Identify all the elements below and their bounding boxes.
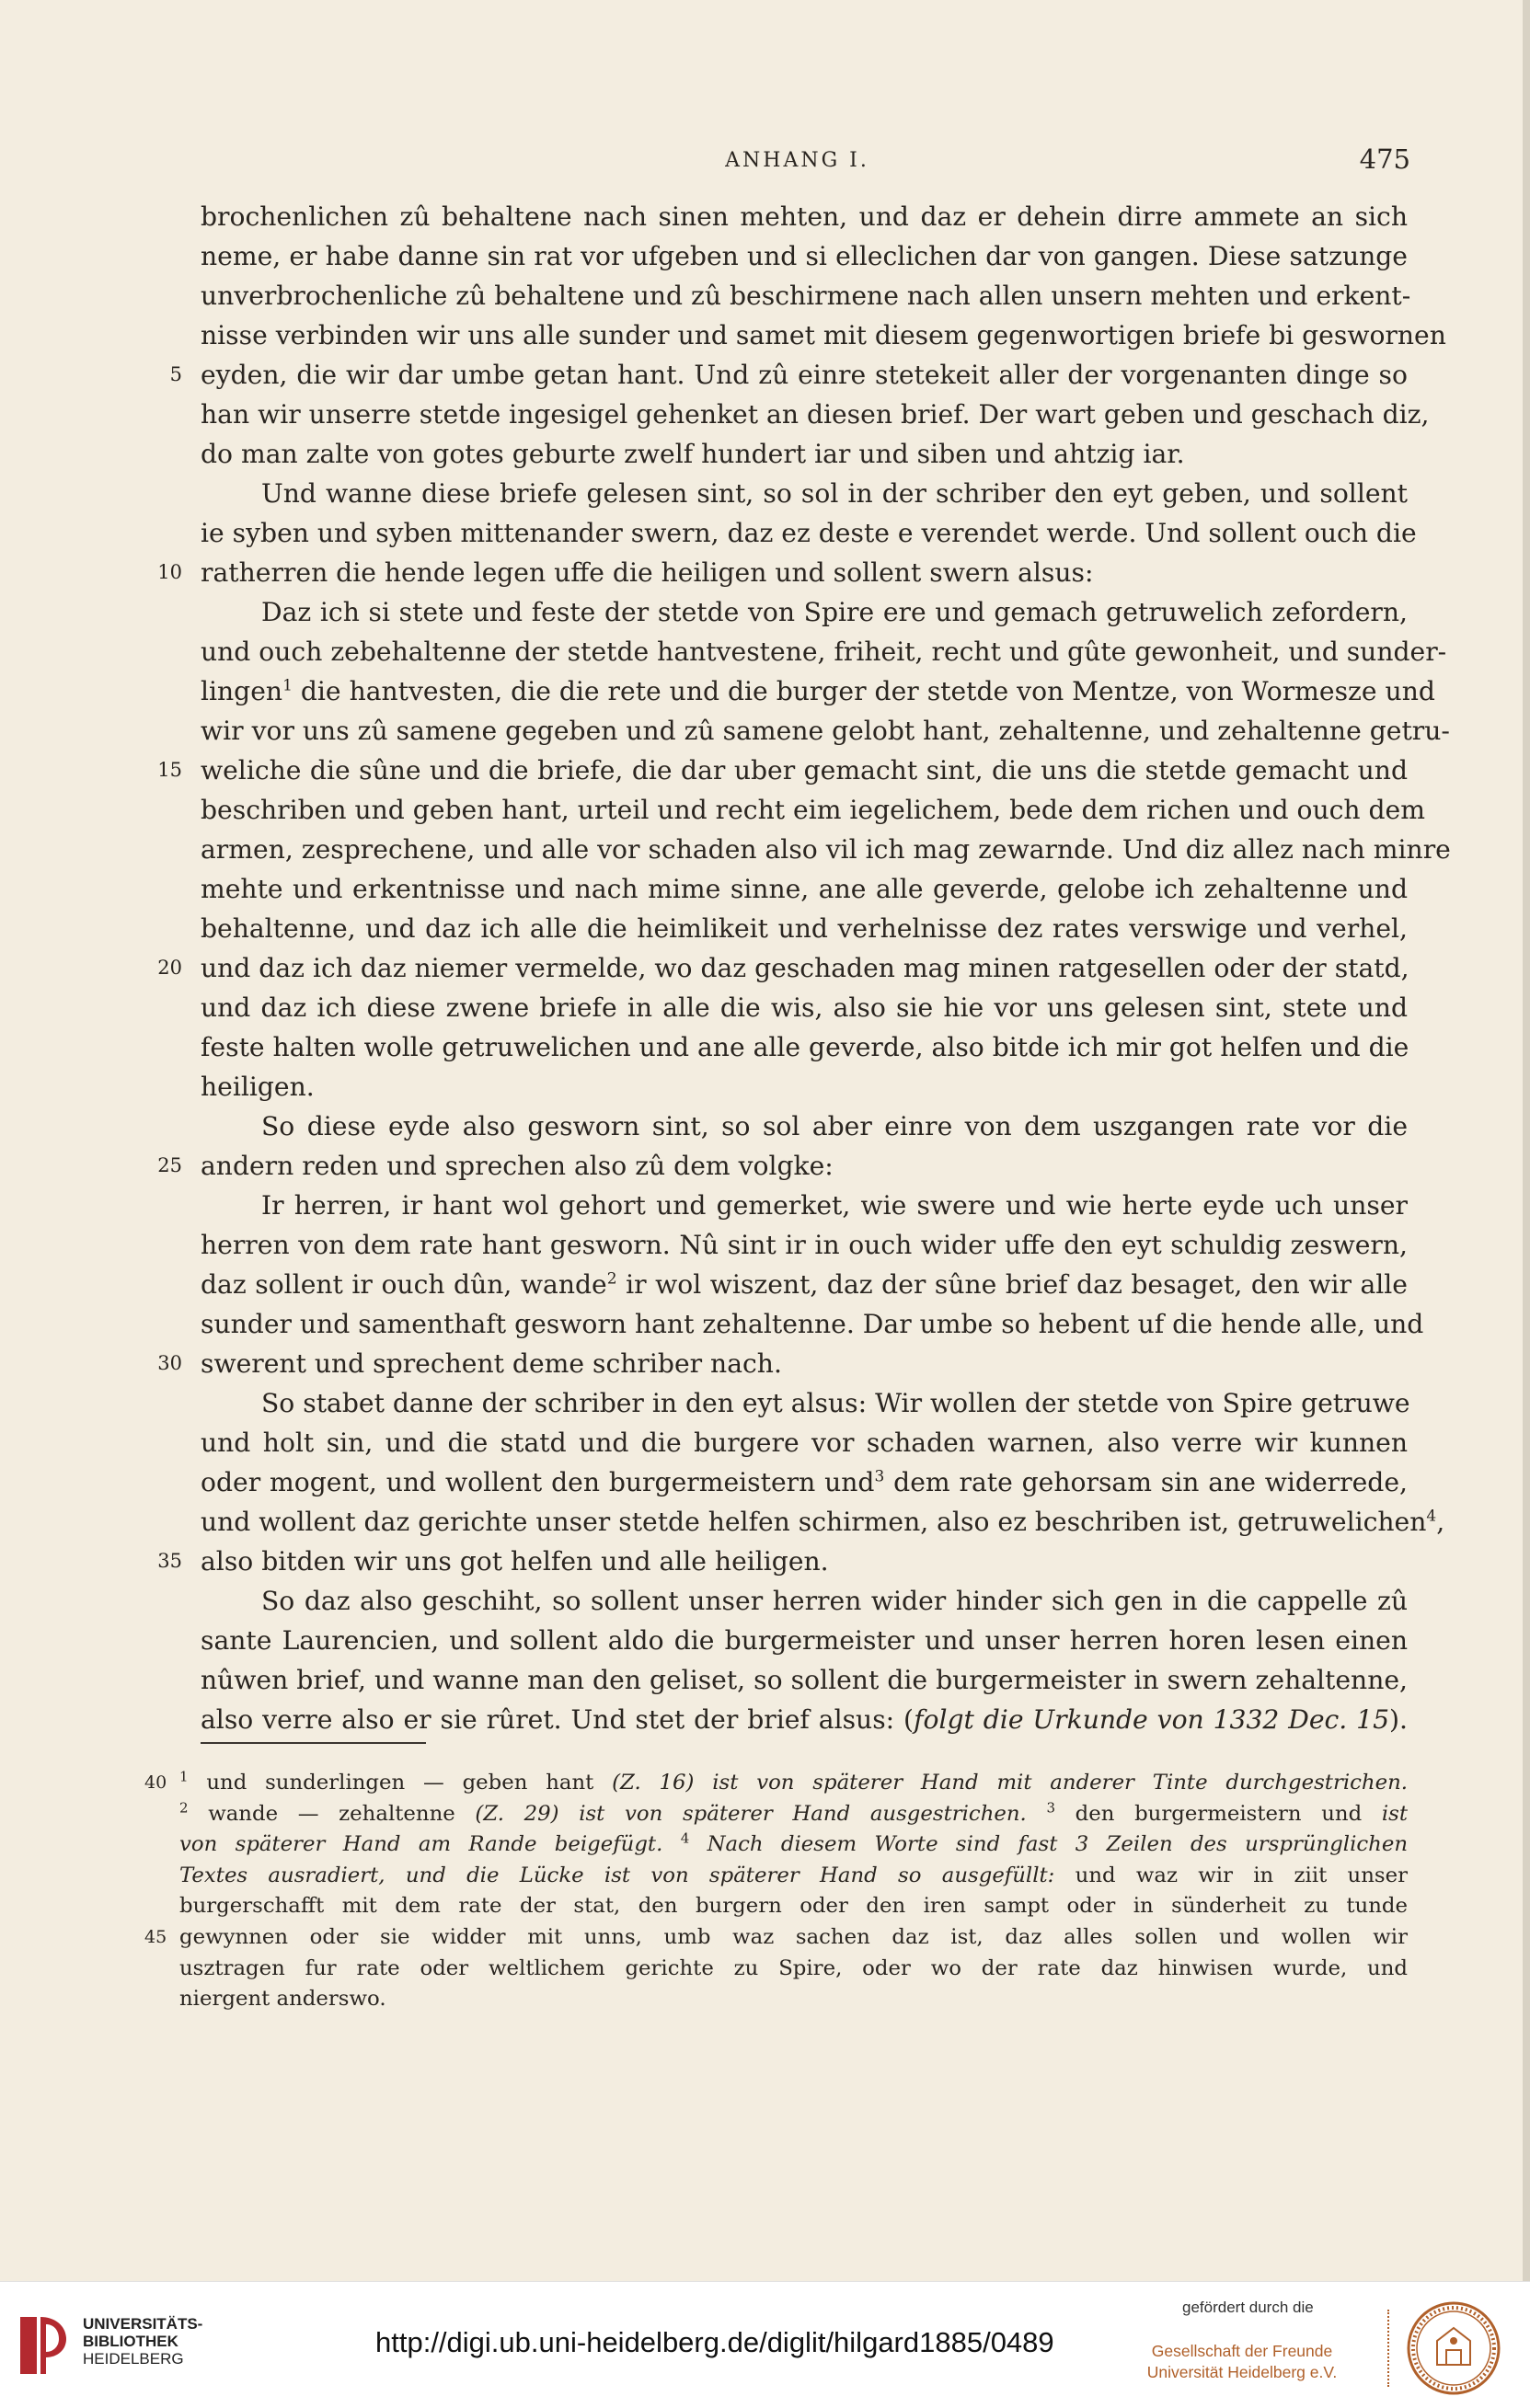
line-number: 20 <box>157 957 182 979</box>
text-line-content: herren von dem rate hant gesworn. Nû sint ir in ouch wider uffe den eyt schuldig zeswern, <box>201 1230 1408 1260</box>
text-line <box>157 751 1408 790</box>
text-line <box>201 1304 1424 1344</box>
footnotes <box>144 1768 1409 2015</box>
italic-text: (Z. 29) ist von späterer Hand ausgestrichen. <box>475 1801 1027 1826</box>
text-line-content: und ouch zebehaltenne der stetde hantvestene, friheit, recht und gûte gewonheit, und sunder- <box>201 636 1447 667</box>
sponsor-block <box>1132 2299 1352 2383</box>
text-line <box>201 434 1408 474</box>
italic-text: folgt die Urkunde von 1332 Dec. 15 <box>914 1704 1390 1735</box>
text-line <box>157 553 1408 592</box>
footnote-line-content: niergent anderswo. <box>179 1987 386 2012</box>
text-line <box>201 869 1408 909</box>
running-head: ANHANG I. <box>725 149 869 172</box>
text-line-content: ratherren die hende legen uffe die heiligen und sollent swern alsus: <box>201 557 1094 588</box>
text-line <box>201 1383 1408 1423</box>
text-line-content: und wollent daz gerichte unser stetde helfen schirmen, also ez beschriben ist, getruwelichen$^4$, <box>201 1507 1445 1537</box>
text-line-content: Und wanne diese briefe gelesen sint, so sol in der schriber den eyt geben, und sollent <box>261 478 1408 509</box>
text-line <box>201 1660 1408 1700</box>
text-line-content: han wir unserre stetde ingesigel gehenket an diesen brief. Der wart geben und geschach diz, <box>201 399 1430 430</box>
footnote-line-content: $^1$ und sunderlingen — geben hant (Z. 16) ist von späterer Hand mit anderer Tinte durchgestrichen. <box>179 1768 1409 1795</box>
text-line-content: daz sollent ir ouch dûn, wande$^2$ ir wol wiszent, daz der sûne brief daz besaget, den wir alle <box>201 1269 1408 1300</box>
line-number: 35 <box>157 1550 182 1572</box>
text-line-content: mehte und erkentnisse und nach mime sinne, ane alle geverde, gelobe ich zehaltenne und <box>201 874 1408 904</box>
text-line <box>201 1265 1408 1304</box>
footnote-number: 4 <box>680 1829 690 1847</box>
text-line <box>201 474 1408 513</box>
text-line-content: nûwen brief, und wanne man den geliset, so sollent die burgermeister in swern zehaltenne, <box>201 1665 1408 1695</box>
text-line-content: feste halten wolle getruwelichen und ane alle geverde, also bitde ich mir got helfen und die <box>201 1032 1409 1062</box>
text-line <box>201 909 1408 948</box>
text-line <box>169 355 1408 395</box>
text-line-content: brochenlichen zû behaltene nach sinen mehten, und daz er dehein dirre ammete an sich <box>201 201 1408 232</box>
text-line <box>201 395 1430 434</box>
footnote-line-content: burgerschafft mit dem rate der stat, den burgern oder den iren sampt oder in sünderheit zu tunde <box>179 1894 1408 1919</box>
italic-text: von späterer Hand am Rande beigefügt. <box>179 1832 663 1857</box>
library-name-line: UNIVERSITÄTS- <box>83 2315 203 2333</box>
university-library-logo-icon <box>15 2311 72 2379</box>
text-line-content: eyden, die wir dar umbe getan hant. Und zû einre stetekeit aller der vorgenanten dinge so <box>201 360 1408 390</box>
text-line <box>157 948 1409 988</box>
text-line <box>201 1581 1408 1621</box>
text-line <box>157 1344 1408 1383</box>
text-line-content: nisse verbinden wir uns alle sunder und samet mit diesem gegenwortigen briefe bi geswornen <box>201 320 1446 350</box>
text-line <box>201 315 1446 355</box>
footnote-line-content <box>179 1829 1408 1861</box>
text-line <box>201 1423 1408 1462</box>
text-line-content: swerent und sprechent deme schriber nach. <box>201 1348 782 1379</box>
line-number: 40 <box>144 1772 167 1793</box>
line-number: 5 <box>169 363 182 385</box>
footnote-marker: 1 <box>282 676 293 695</box>
text-line <box>201 988 1408 1027</box>
footnote-line-content: gewynnen oder sie widder mit unns, umb waz sachen daz ist, daz alles sollen und wollen wir <box>179 1924 1408 1949</box>
text-line <box>201 790 1425 830</box>
text-line-content: unverbrochenliche zû behaltene und zû beschirmene nach allen unsern mehten und erkent- <box>201 281 1411 311</box>
text-line-content: weliche die sûne und die briefe, die dar uber gemacht sint, die uns die stetde gemacht und <box>201 755 1408 785</box>
page-number: 475 <box>1359 143 1410 175</box>
text-line <box>157 1542 1408 1581</box>
text-line <box>201 592 1408 632</box>
footnote-line-content: $^2$ wande — zehaltenne (Z. 29) ist von späterer Hand ausgestrichen. $^3$ den burgermeistern und ist <box>179 1799 1408 1826</box>
italic-text: Textes ausradiert, und die Lücke ist von späterer Hand so ausgefüllt: <box>179 1863 1055 1887</box>
sponsor-name-line: Universität Heidelberg e.V. <box>1146 2363 1338 2381</box>
italic-text: (Z. 16) ist von späterer Hand mit anderer Tinte durchgestrichen. <box>612 1771 1409 1795</box>
text-line-content: andern reden und sprechen also zû dem volgke: <box>201 1151 834 1181</box>
text-line <box>201 1700 1408 1739</box>
text-line <box>201 1621 1408 1660</box>
text-line-content: Ir herren, ir hant wol gehort und gemerket, wie swere und wie herte eyde uch unser <box>261 1190 1408 1221</box>
text-line <box>201 1462 1408 1502</box>
footnote-line <box>179 1891 1408 1922</box>
text-line <box>201 1107 1408 1146</box>
sponsor-heading: gefördert durch die <box>1182 2299 1314 2316</box>
footnote-line-content: usztragen fur rate oder weltlichem gerichte zu Spire, oder wo der rate daz hinwisen wurde, und <box>179 1955 1408 1980</box>
italic-text: ist <box>1381 1801 1408 1826</box>
page-edge <box>1523 0 1530 2281</box>
page-header <box>184 143 1410 180</box>
text-line <box>201 671 1435 711</box>
footnote-number: 1 <box>179 1768 189 1785</box>
text-line-content: ie syben und syben mittenander swern, daz ez deste e verendet werde. Und sollent ouch die <box>201 518 1417 548</box>
library-name-line: BIBLIOTHEK <box>83 2333 178 2350</box>
text-line <box>201 830 1451 869</box>
text-line-content: sante Laurencien, und sollent aldo die burgermeister und unser herren horen lesen einen <box>201 1625 1408 1656</box>
text-line <box>201 276 1411 315</box>
footnote-line <box>179 1861 1408 1892</box>
text-line-content: Daz ich si stete und feste der stetde von Spire ere und gemach getruwelich zefordern, <box>261 597 1408 627</box>
text-line-content: do man zalte von gotes geburte zwelf hundert iar und siben und ahtzig iar. <box>201 439 1185 469</box>
text-line-content: So diese eyde also gesworn sint, so sol aber einre von dem uszgangen rate vor die <box>261 1111 1408 1141</box>
sponsor-name <box>1132 2341 1352 2383</box>
library-name-line: HEIDELBERG <box>83 2350 184 2368</box>
library-name <box>83 2315 202 2368</box>
text-line-content: wir vor uns zû samene gegeben und zû samene gelobt hant, zehaltenne, und zehaltenne getru- <box>201 716 1450 746</box>
text-line <box>201 1067 1408 1107</box>
text-line <box>201 711 1450 751</box>
permalink-url[interactable]: http://digi.ub.uni-heidelberg.de/diglit/hilgard1885/0489 <box>375 2326 1054 2358</box>
footnote-line-content: Textes ausradiert, und die Lücke ist von späterer Hand so ausgefüllt: und waz wir in ziit unser <box>179 1863 1409 1887</box>
text-line <box>201 236 1408 276</box>
text-line <box>201 513 1417 553</box>
text-line <box>201 1225 1408 1265</box>
text-line <box>201 1186 1408 1225</box>
text-line-content: also bitden wir uns got helfen und alle heiligen. <box>201 1546 829 1577</box>
text-line-content: oder mogent, und wollent den burgermeistern und$^3$ dem rate gehorsam sin ane widerrede, <box>201 1467 1408 1497</box>
text-line-content: und holt sin, und die statd und die burgere vor schaden warnen, also verre wir kunnen <box>201 1428 1408 1458</box>
text-line-content: beschriben und geben hant, urteil und recht eim iegelichem, bede dem richen und ouch dem <box>201 795 1425 825</box>
library-footer <box>0 2281 1530 2408</box>
main-text <box>157 197 1451 1739</box>
sponsor-name-line: Gesellschaft der Freunde <box>1151 2342 1333 2360</box>
footnote-line <box>179 1799 1408 1830</box>
text-line-content: behaltenne, und daz ich alle die heimlikeit und verhelnisse dez rates verswige und verhel, <box>201 913 1408 944</box>
text-line-content: armen, zesprechene, und alle vor schaden also vil ich mag zewarnde. Und diz allez nach minre <box>201 834 1451 865</box>
line-number: 45 <box>144 1926 167 1947</box>
text-line <box>157 1146 1408 1186</box>
footnote-line <box>179 1984 1408 2015</box>
line-number: 30 <box>157 1352 182 1374</box>
text-line <box>201 1502 1445 1542</box>
text-line <box>201 1027 1408 1067</box>
text-line-content: neme, er habe danne sin rat vor ufgeben und si elleclichen dar von gangen. Diese satzunge <box>201 241 1408 271</box>
footnote-line <box>144 1768 1409 1799</box>
footnote-marker: 4 <box>1426 1507 1437 1526</box>
footnote-line <box>179 1829 1408 1861</box>
footnote-line <box>144 1922 1408 1954</box>
text-line-content: So daz also geschiht, so sollent unser herren wider hinder sich gen in die cappelle zû <box>261 1586 1408 1616</box>
italic-text: Nach diesem Worte sind fast 3 Zeilen des ursprünglichen <box>707 1832 1409 1857</box>
text-line <box>201 632 1447 671</box>
text-line-content: heiligen. <box>201 1072 315 1102</box>
text-line-content: lingen$^1$ die hantvesten, die die rete und die burger der stetde von Mentze, von Wormesze und <box>201 676 1435 706</box>
text-line <box>201 197 1408 236</box>
footnote-marker: 2 <box>606 1269 617 1289</box>
text-line-content: und daz ich diese zwene briefe in alle die wis, also sie hie vor uns gelesen sint, stete und <box>201 992 1408 1023</box>
line-number: 15 <box>157 759 182 781</box>
footnote-rule <box>201 1742 426 1744</box>
line-number: 10 <box>157 561 182 583</box>
text-line-content: sunder und samenthaft gesworn hant zehaltenne. Dar umbe so hebent uf die hende alle, und <box>201 1309 1424 1339</box>
footnote-number: 2 <box>179 1799 189 1816</box>
footnote-marker: 3 <box>874 1467 885 1486</box>
footnote-number: 3 <box>1046 1799 1055 1816</box>
text-line-content: also verre also er sie rûret. Und stet der brief alsus: (folgt die Urkunde von 1332 Dec. 15). <box>201 1704 1408 1735</box>
line-number: 25 <box>157 1154 182 1176</box>
footnote-line <box>179 1954 1408 1985</box>
text-line-content: So stabet danne der schriber in den eyt alsus: Wir wollen der stetde von Spire getruwe <box>261 1388 1410 1418</box>
university-seal-icon <box>1406 2300 1501 2396</box>
text-line-content: und daz ich daz niemer vermelde, wo daz geschaden mag minen ratgesellen oder der statd, <box>201 953 1409 983</box>
footer-divider <box>1387 2310 1390 2387</box>
